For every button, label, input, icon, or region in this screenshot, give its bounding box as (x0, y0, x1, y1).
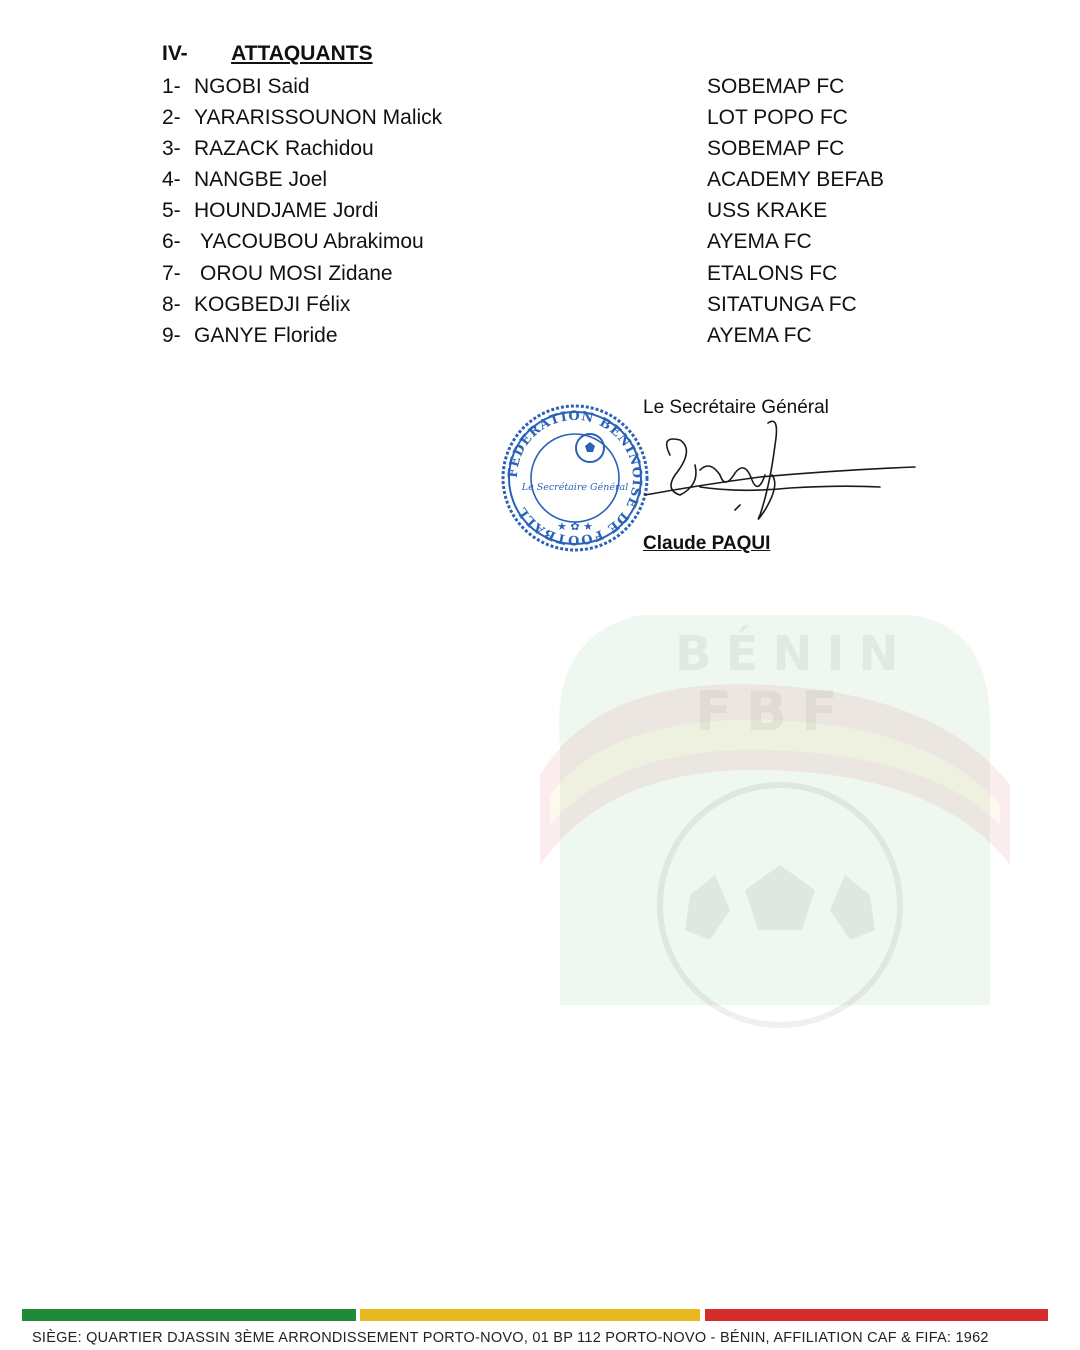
section-heading (162, 42, 373, 66)
fbf-watermark-logo (520, 575, 1030, 1035)
stamp-ring-text: FEDERATION BENINOISE DE FOOTBALL (505, 408, 645, 548)
handwritten-signature (640, 415, 930, 530)
player-number: 2- (162, 106, 181, 130)
attackers-list (162, 73, 922, 353)
player-row (162, 228, 922, 259)
player-number: 9- (162, 323, 181, 347)
stamp-center-text: Le Secrétaire Général (521, 482, 629, 493)
player-club: AYEMA FC (707, 230, 812, 254)
signatory-title: Le Secrétaire Général (643, 397, 829, 418)
flag-green-segment (22, 1309, 356, 1321)
player-name: NANGBE Joel (194, 168, 328, 192)
player-name: NGOBI Said (194, 75, 310, 98)
player-name: YARARISSOUNON Malick (194, 106, 443, 130)
player-number: 5- (162, 199, 181, 223)
footer-address: SIÈGE: QUARTIER DJASSIN 3ÈME ARRONDISSEMENT PORTO-NOVO, 01 BP 112 PORTO-NOVO - BÉNIN, AFFILIATION CAF & FIFA: 1962 (32, 1330, 989, 1346)
player-number: 3- (162, 137, 181, 161)
flag-color-bar (22, 1309, 1048, 1321)
player-row (162, 73, 922, 104)
watermark-benin-text: BÉNIN (675, 626, 913, 682)
svg-text:★ ✿ ★: ★ ✿ ★ (557, 520, 593, 533)
player-row (162, 322, 922, 353)
player-number: 1- (162, 75, 181, 98)
player-club: LOT POPO FC (707, 106, 848, 130)
player-row (162, 135, 922, 166)
player-club: SITATUNGA FC (707, 292, 857, 316)
section-number: IV- (162, 42, 188, 65)
player-name: HOUNDJAME Jordi (194, 199, 379, 223)
player-name: KOGBEDJI Félix (194, 292, 351, 316)
watermark-fbf-text: FBF (695, 680, 852, 743)
flag-red-segment (705, 1309, 1048, 1321)
player-club: AYEMA FC (707, 323, 812, 347)
player-number: 8- (162, 292, 181, 316)
player-name: RAZACK Rachidou (194, 137, 374, 161)
player-name: OROU MOSI Zidane (200, 261, 393, 285)
player-name: GANYE Floride (194, 323, 338, 347)
player-name: YACOUBOU Abrakimou (200, 230, 424, 254)
player-row (162, 291, 922, 322)
stamp-football-icon (576, 434, 604, 462)
player-club: ACADEMY BEFAB (707, 168, 885, 192)
player-number: 4- (162, 168, 181, 192)
signatory-name: Claude PAQUI (643, 533, 771, 554)
player-club: USS KRAKE (707, 199, 828, 223)
player-row (162, 166, 922, 197)
player-club: SOBEMAP FC (707, 75, 845, 98)
flag-yellow-segment (360, 1309, 700, 1321)
section-title: ATTAQUANTS (231, 42, 373, 65)
player-club: SOBEMAP FC (707, 137, 845, 161)
player-row (162, 260, 922, 291)
player-club: ETALONS FC (707, 261, 838, 285)
player-number: 7- (162, 261, 181, 285)
federation-stamp (500, 390, 650, 565)
player-row (162, 104, 922, 135)
player-number: 6- (162, 230, 181, 254)
player-row (162, 197, 922, 228)
